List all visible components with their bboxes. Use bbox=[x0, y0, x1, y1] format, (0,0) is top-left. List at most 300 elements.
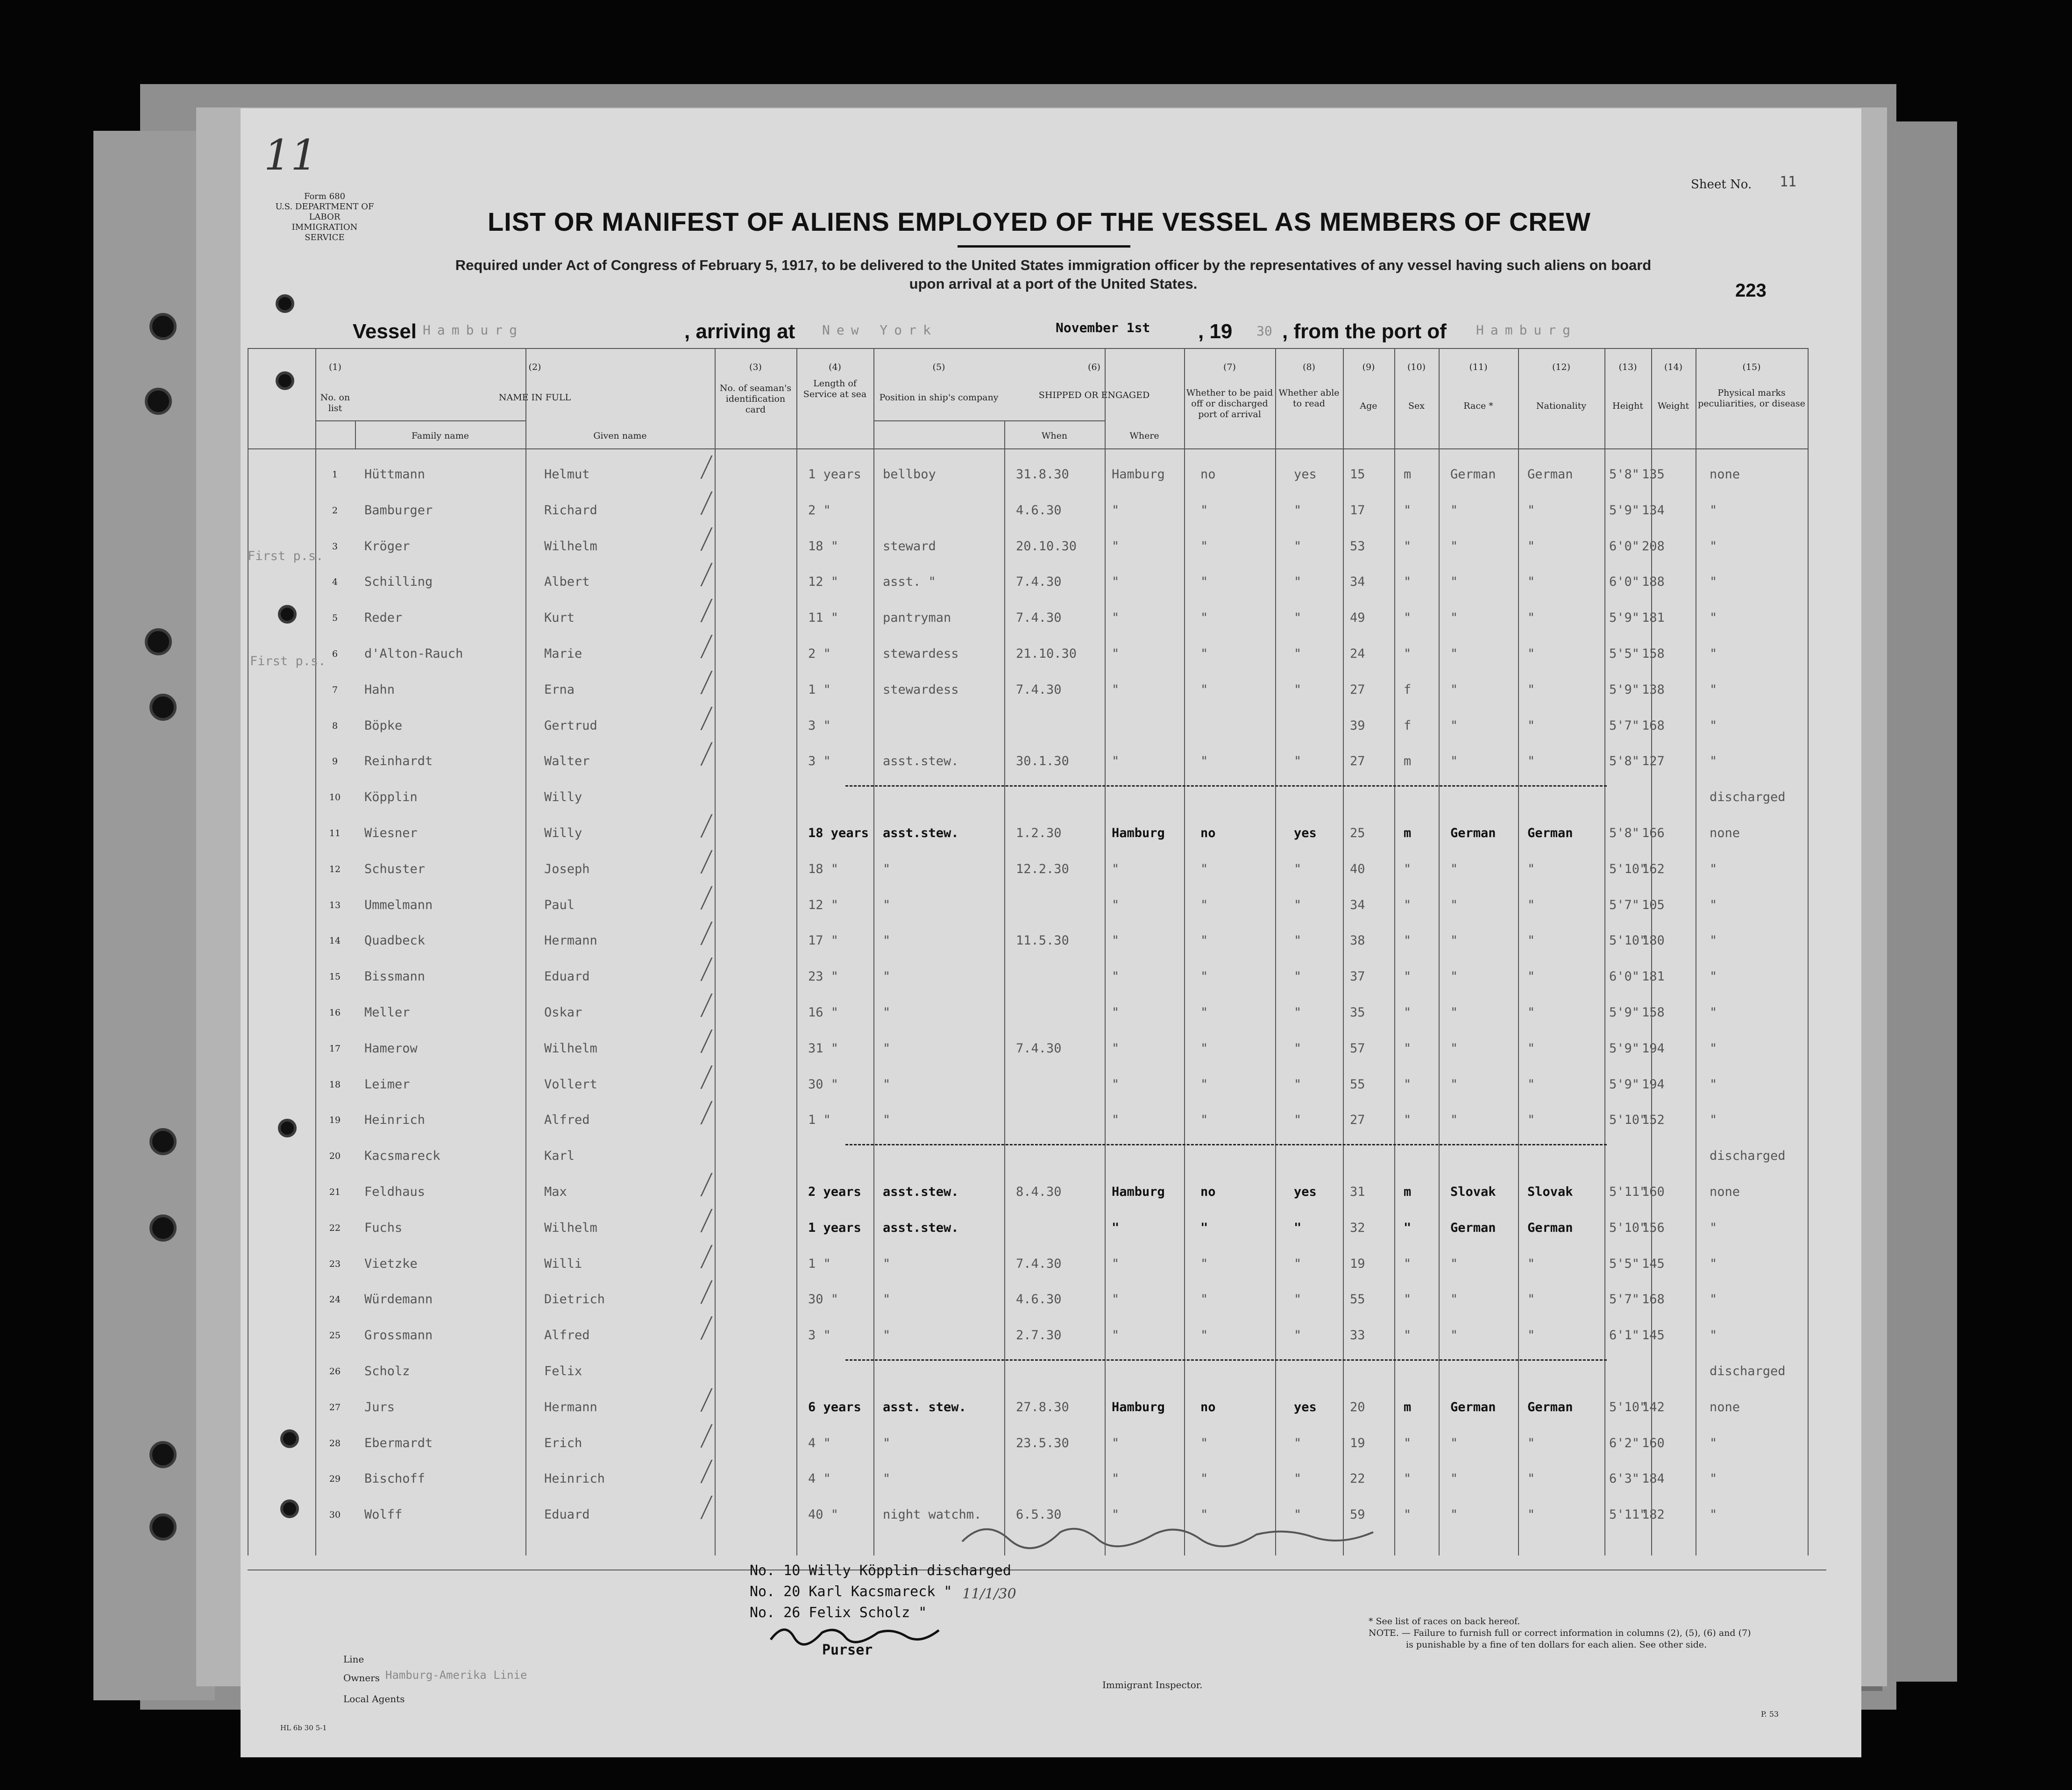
cell-race: " bbox=[1450, 646, 1458, 661]
cell-service: 18 " bbox=[808, 861, 839, 876]
cell-paid: " bbox=[1200, 611, 1208, 625]
binding-hole bbox=[145, 388, 172, 415]
cell-marks: " bbox=[1710, 1005, 1717, 1020]
cell-height: 6'2" bbox=[1609, 1435, 1640, 1450]
cell-given: Richard bbox=[544, 503, 597, 518]
from-label: , from the port of bbox=[1282, 320, 1447, 343]
column-rule bbox=[1394, 348, 1395, 1556]
cell-given: Willy bbox=[544, 826, 582, 840]
cell-sex: m bbox=[1404, 754, 1412, 769]
cell-nat: " bbox=[1527, 503, 1535, 518]
cell-age: 35 bbox=[1350, 1005, 1365, 1020]
cell-paid: " bbox=[1200, 1471, 1208, 1486]
cell-nat: " bbox=[1527, 861, 1535, 876]
id-card-check-mark bbox=[688, 1280, 712, 1304]
col-num-10: (10) bbox=[1407, 362, 1426, 372]
cell-height: 5'10" bbox=[1609, 933, 1647, 948]
cell-age: 32 bbox=[1350, 1220, 1365, 1235]
cell-when: 7.4.30 bbox=[1016, 682, 1062, 697]
cell-marks: " bbox=[1710, 969, 1717, 984]
crew-manifest-table bbox=[248, 348, 1808, 1556]
cell-paid: " bbox=[1200, 1113, 1208, 1128]
col-header-where: Where bbox=[1129, 431, 1159, 441]
row-number: 28 bbox=[329, 1438, 341, 1449]
cell-position: " bbox=[883, 897, 891, 912]
cell-where: " bbox=[1112, 1471, 1120, 1486]
col-header-position: Position in ship's company bbox=[879, 392, 999, 403]
owners-label: Owners bbox=[343, 1672, 380, 1683]
cell-race: German bbox=[1450, 1399, 1496, 1414]
cell-race: " bbox=[1450, 1077, 1458, 1092]
cell-sex: " bbox=[1404, 611, 1412, 625]
id-card-check-mark bbox=[688, 814, 712, 838]
cell-position: pantryman bbox=[883, 611, 951, 625]
cell-nat: " bbox=[1527, 1077, 1535, 1092]
cell-given: Alfred bbox=[544, 1113, 590, 1128]
id-card-check-mark bbox=[688, 886, 712, 909]
cell-where: " bbox=[1112, 646, 1120, 661]
cell-family: Wiesner bbox=[364, 826, 418, 840]
cell-family: Bamburger bbox=[364, 503, 433, 518]
cell-nat: German bbox=[1527, 1399, 1573, 1414]
cell-weight: 194 bbox=[1642, 1041, 1665, 1056]
cell-position: stewardess bbox=[883, 646, 959, 661]
cell-marks: " bbox=[1710, 1435, 1717, 1450]
cell-when: 2.7.30 bbox=[1016, 1328, 1062, 1343]
cell-race: " bbox=[1450, 1113, 1458, 1128]
cell-marks: " bbox=[1710, 1113, 1717, 1128]
cell-family: Reinhardt bbox=[364, 754, 433, 769]
cell-service: 4 " bbox=[808, 1471, 831, 1486]
cell-given: Heinrich bbox=[544, 1471, 605, 1486]
cell-position: " bbox=[883, 1256, 891, 1271]
cell-sex: " bbox=[1404, 503, 1412, 518]
cell-weight: 168 bbox=[1642, 718, 1665, 733]
inspection-date: 11/1/30 bbox=[962, 1586, 1016, 1602]
cell-position: " bbox=[883, 1077, 891, 1092]
cell-service: 12 " bbox=[808, 897, 839, 912]
cell-service: 30 " bbox=[808, 1077, 839, 1092]
column-rule bbox=[1518, 348, 1519, 1556]
cell-marks: " bbox=[1710, 503, 1717, 518]
cell-given: Karl bbox=[544, 1149, 575, 1164]
col-header-read: Whether able to read bbox=[1278, 388, 1340, 409]
column-rule bbox=[315, 348, 316, 1556]
discharged-strike-line bbox=[845, 785, 1607, 787]
col-header-no-on-list: No. on list bbox=[320, 392, 350, 413]
cell-marks: none bbox=[1710, 1185, 1740, 1199]
cell-position: asst. stew. bbox=[883, 1399, 966, 1414]
column-rule bbox=[715, 348, 716, 1556]
cell-height: 5'7" bbox=[1609, 897, 1640, 912]
binding-hole bbox=[149, 313, 177, 340]
cell-service: 30 " bbox=[808, 1292, 839, 1307]
cell-weight: 160 bbox=[1642, 1435, 1665, 1450]
id-card-check-mark bbox=[688, 563, 712, 586]
cell-position: asst.stew. bbox=[883, 754, 959, 769]
id-card-check-mark bbox=[688, 1173, 712, 1196]
cell-sex: " bbox=[1404, 575, 1412, 590]
cell-height: 5'5" bbox=[1609, 1256, 1640, 1271]
row-number: 16 bbox=[329, 1008, 341, 1018]
cell-given: Willi bbox=[544, 1256, 582, 1271]
discharged-strike-line bbox=[845, 1359, 1607, 1361]
cell-read: " bbox=[1294, 1471, 1302, 1486]
cell-paid: " bbox=[1200, 1220, 1208, 1235]
cell-marks: " bbox=[1710, 539, 1717, 554]
id-card-check-mark bbox=[688, 527, 712, 551]
id-card-check-mark bbox=[688, 1209, 712, 1232]
col-num-14: (14) bbox=[1664, 362, 1682, 372]
handwritten-sheet-number: 11 bbox=[264, 131, 318, 180]
column-rule bbox=[1604, 348, 1605, 1556]
cell-height: 5'11" bbox=[1609, 1185, 1647, 1199]
service: IMMIGRATION SERVICE bbox=[291, 222, 358, 242]
cell-weight: 184 bbox=[1642, 1471, 1665, 1486]
shipped-subheader-rule bbox=[873, 420, 1105, 421]
cell-where: " bbox=[1112, 1005, 1120, 1020]
cell-race: German bbox=[1450, 1220, 1496, 1235]
row-number: 6 bbox=[332, 649, 338, 659]
cell-weight: 181 bbox=[1642, 611, 1665, 625]
cell-paid: no bbox=[1200, 1185, 1216, 1199]
id-card-check-mark bbox=[688, 671, 712, 694]
cell-height: 5'9" bbox=[1609, 1005, 1640, 1020]
arriving-port: New York bbox=[822, 322, 937, 338]
cell-read: " bbox=[1294, 1328, 1302, 1343]
cell-marks: " bbox=[1710, 1507, 1717, 1522]
cell-where: " bbox=[1112, 861, 1120, 876]
cell-read: " bbox=[1294, 575, 1302, 590]
column-rule bbox=[1343, 348, 1344, 1556]
id-card-check-mark bbox=[688, 958, 712, 981]
cell-weight: 156 bbox=[1642, 1220, 1665, 1235]
cell-paid: no bbox=[1200, 826, 1216, 840]
cell-nat: Slovak bbox=[1527, 1185, 1573, 1199]
cell-sex: " bbox=[1404, 897, 1412, 912]
cell-height: 6'3" bbox=[1609, 1471, 1640, 1486]
row-number: 29 bbox=[329, 1474, 341, 1485]
cell-sex: " bbox=[1404, 539, 1412, 554]
discharge-note-2: No. 20 Karl Kacsmareck " bbox=[750, 1584, 952, 1600]
cell-weight: 152 bbox=[1642, 1113, 1665, 1128]
cell-given: Kurt bbox=[544, 611, 575, 625]
column-rule bbox=[796, 348, 797, 1556]
cell-weight: 135 bbox=[1642, 467, 1665, 482]
cell-service: 2 " bbox=[808, 646, 831, 661]
cell-marks: " bbox=[1710, 1328, 1717, 1343]
cell-given: Vollert bbox=[544, 1077, 597, 1092]
cell-paid: " bbox=[1200, 503, 1208, 518]
row-number: 4 bbox=[332, 577, 338, 588]
local-agents-label: Local Agents bbox=[343, 1693, 405, 1705]
row-number: 5 bbox=[332, 613, 338, 624]
col-num-15: (15) bbox=[1742, 362, 1761, 372]
cell-given: Erich bbox=[544, 1435, 582, 1450]
row-number: 9 bbox=[332, 756, 338, 767]
required-notice bbox=[341, 256, 1766, 293]
col-num-13: (13) bbox=[1618, 362, 1637, 372]
column-rule bbox=[1105, 348, 1106, 1556]
form-block bbox=[271, 192, 378, 243]
cell-family: Feldhaus bbox=[364, 1185, 426, 1199]
cell-age: 27 bbox=[1350, 682, 1365, 697]
row-number: 1 bbox=[332, 469, 338, 480]
binding-hole bbox=[149, 1215, 177, 1242]
department: U.S. DEPARTMENT OF LABOR bbox=[275, 202, 374, 222]
margin-note-first-class: First p.s. bbox=[248, 549, 324, 563]
cell-when: 21.10.30 bbox=[1016, 646, 1077, 661]
cell-age: 34 bbox=[1350, 897, 1365, 912]
cell-position: " bbox=[883, 861, 891, 876]
cell-nat: German bbox=[1527, 467, 1573, 482]
cell-age: 22 bbox=[1350, 1471, 1365, 1486]
cell-service: 1 years bbox=[808, 1220, 861, 1235]
cell-service: 12 " bbox=[808, 575, 839, 590]
year-suffix: 30 bbox=[1256, 323, 1272, 339]
id-card-check-mark bbox=[688, 635, 712, 658]
cell-read: yes bbox=[1294, 467, 1317, 482]
cell-race: Slovak bbox=[1450, 1185, 1496, 1199]
cell-marks: none bbox=[1710, 1399, 1740, 1414]
cell-marks: " bbox=[1710, 1256, 1717, 1271]
cell-given: Joseph bbox=[544, 861, 590, 876]
col-num-8: (8) bbox=[1303, 362, 1315, 372]
cell-family: Kacsmareck bbox=[364, 1149, 440, 1164]
cell-position: asst.stew. bbox=[883, 1220, 959, 1235]
cell-height: 5'9" bbox=[1609, 1041, 1640, 1056]
cell-height: 5'10" bbox=[1609, 861, 1647, 876]
table-top-rule bbox=[248, 348, 1808, 349]
cell-service: 1 " bbox=[808, 1256, 831, 1271]
cell-paid: " bbox=[1200, 754, 1208, 769]
cell-race: German bbox=[1450, 826, 1496, 840]
cell-service: 1 " bbox=[808, 1113, 831, 1128]
col-num-2: (2) bbox=[528, 362, 541, 372]
cell-nat: " bbox=[1527, 1507, 1535, 1522]
cell-paid: " bbox=[1200, 1435, 1208, 1450]
column-rule bbox=[1275, 348, 1276, 1556]
cell-race: " bbox=[1450, 575, 1458, 590]
col-header-weight: Weight bbox=[1657, 401, 1689, 411]
column-rule bbox=[1439, 348, 1440, 1556]
note-line-1: NOTE. — Failure to furnish full or correct information in columns (2), (5), (6) and (7) bbox=[1369, 1628, 1751, 1638]
cell-position: asst.stew. bbox=[883, 826, 959, 840]
cell-age: 19 bbox=[1350, 1256, 1365, 1271]
cell-where: Hamburg bbox=[1112, 1185, 1165, 1199]
cell-given: Willy bbox=[544, 790, 582, 805]
cell-nat: German bbox=[1527, 826, 1573, 840]
cell-where: " bbox=[1112, 1507, 1120, 1522]
cell-race: German bbox=[1450, 467, 1496, 482]
cell-sex: " bbox=[1404, 1077, 1412, 1092]
discharge-note-1: No. 10 Willy Köpplin discharged bbox=[750, 1563, 1011, 1579]
cell-nat: " bbox=[1527, 754, 1535, 769]
cell-age: 38 bbox=[1350, 933, 1365, 948]
cell-sex: m bbox=[1404, 1185, 1412, 1199]
cell-read: " bbox=[1294, 1113, 1302, 1128]
row-number: 19 bbox=[329, 1115, 341, 1126]
cell-paid: " bbox=[1200, 1256, 1208, 1271]
cell-height: 5'9" bbox=[1609, 682, 1640, 697]
col-num-1: (1) bbox=[329, 362, 341, 372]
column-rule bbox=[1651, 348, 1652, 1556]
cell-paid: " bbox=[1200, 646, 1208, 661]
cell-race: " bbox=[1450, 682, 1458, 697]
cell-nat: " bbox=[1527, 539, 1535, 554]
row-number: 15 bbox=[329, 972, 341, 982]
cell-position: " bbox=[883, 1292, 891, 1307]
cell-marks: " bbox=[1710, 718, 1717, 733]
cell-service: 2 " bbox=[808, 503, 831, 518]
cell-height: 5'7" bbox=[1609, 718, 1640, 733]
margin-note-first-class: First p.s. bbox=[250, 654, 326, 668]
cell-age: 37 bbox=[1350, 969, 1365, 984]
cell-when: 6.5.30 bbox=[1016, 1507, 1062, 1522]
binding-hole bbox=[149, 1513, 177, 1541]
cell-when: 30.1.30 bbox=[1016, 754, 1069, 769]
cell-race: " bbox=[1450, 539, 1458, 554]
cell-paid: " bbox=[1200, 575, 1208, 590]
cell-marks: " bbox=[1710, 646, 1717, 661]
cell-paid: " bbox=[1200, 682, 1208, 697]
cell-where: " bbox=[1112, 1041, 1120, 1056]
id-card-check-mark bbox=[688, 1460, 712, 1483]
row-number: 24 bbox=[329, 1294, 341, 1305]
line-label: Line bbox=[343, 1654, 364, 1665]
vessel-name: Hamburg bbox=[423, 322, 524, 338]
cell-service: 40 " bbox=[808, 1507, 839, 1522]
cell-height: 5'9" bbox=[1609, 1077, 1640, 1092]
cell-nat: " bbox=[1527, 1328, 1535, 1343]
cell-sex: " bbox=[1404, 1113, 1412, 1128]
cell-when: 20.10.30 bbox=[1016, 539, 1077, 554]
cell-height: 5'9" bbox=[1609, 503, 1640, 518]
cell-height: 5'9" bbox=[1609, 611, 1640, 625]
cell-family: Würdemann bbox=[364, 1292, 433, 1307]
column-rule bbox=[525, 348, 526, 1556]
cell-sex: " bbox=[1404, 1005, 1412, 1020]
cell-read: " bbox=[1294, 1077, 1302, 1092]
cell-family: Leimer bbox=[364, 1077, 410, 1092]
cell-given: Paul bbox=[544, 897, 575, 912]
cell-given: Hermann bbox=[544, 1399, 597, 1414]
cell-weight: 142 bbox=[1642, 1399, 1665, 1414]
cell-where: " bbox=[1112, 611, 1120, 625]
cell-weight: 127 bbox=[1642, 754, 1665, 769]
cell-where: " bbox=[1112, 1113, 1120, 1128]
col-num-11: (11) bbox=[1469, 362, 1488, 372]
cell-age: 27 bbox=[1350, 754, 1365, 769]
cell-read: " bbox=[1294, 611, 1302, 625]
cell-marks: " bbox=[1710, 897, 1717, 912]
title-rule bbox=[958, 245, 1130, 248]
row-number: 25 bbox=[329, 1330, 341, 1341]
cell-given: Albert bbox=[544, 575, 590, 590]
cell-weight: 181 bbox=[1642, 969, 1665, 984]
cell-given: Alfred bbox=[544, 1328, 590, 1343]
row-number: 21 bbox=[329, 1187, 341, 1197]
id-card-check-mark bbox=[688, 994, 712, 1017]
cell-family: Scholz bbox=[364, 1364, 410, 1378]
cell-read: yes bbox=[1294, 1185, 1317, 1199]
cell-family: Meller bbox=[364, 1005, 410, 1020]
cell-service: 18 " bbox=[808, 539, 839, 554]
cell-service: 16 " bbox=[808, 1005, 839, 1020]
cell-sex: " bbox=[1404, 969, 1412, 984]
cell-given: Walter bbox=[544, 754, 590, 769]
cell-nat: " bbox=[1527, 897, 1535, 912]
cell-where: " bbox=[1112, 1435, 1120, 1450]
row-number: 7 bbox=[332, 684, 338, 695]
cell-race: " bbox=[1450, 969, 1458, 984]
cell-given: Dietrich bbox=[544, 1292, 605, 1307]
cell-service: 23 " bbox=[808, 969, 839, 984]
cell-nat: " bbox=[1527, 575, 1535, 590]
cell-age: 20 bbox=[1350, 1399, 1365, 1414]
cell-age: 49 bbox=[1350, 611, 1365, 625]
cell-sex: " bbox=[1404, 1220, 1412, 1235]
cell-read: " bbox=[1294, 682, 1302, 697]
column-rule bbox=[1184, 348, 1185, 1556]
id-card-check-mark bbox=[688, 1065, 712, 1089]
cell-height: 5'8" bbox=[1609, 826, 1640, 840]
cell-paid: " bbox=[1200, 1005, 1208, 1020]
cell-family: Hamerow bbox=[364, 1041, 418, 1056]
cell-marks: " bbox=[1710, 575, 1717, 590]
cell-race: " bbox=[1450, 754, 1458, 769]
cell-family: Jurs bbox=[364, 1399, 395, 1414]
cell-race: " bbox=[1450, 1292, 1458, 1307]
cell-where: Hamburg bbox=[1112, 1399, 1165, 1414]
cell-sex: " bbox=[1404, 1328, 1412, 1343]
row-number: 26 bbox=[329, 1366, 341, 1377]
cell-race: " bbox=[1450, 933, 1458, 948]
cell-position: night watchm. bbox=[883, 1507, 982, 1522]
cell-service: 2 years bbox=[808, 1185, 861, 1199]
cell-when: 12.2.30 bbox=[1016, 861, 1069, 876]
cell-marks: discharged bbox=[1710, 790, 1786, 805]
cell-race: " bbox=[1450, 1041, 1458, 1056]
vessel-label: Vessel bbox=[353, 320, 417, 343]
name-subheader-rule bbox=[315, 420, 525, 421]
cell-age: 33 bbox=[1350, 1328, 1365, 1343]
col-num-7: (7) bbox=[1223, 362, 1236, 372]
row-number: 3 bbox=[332, 541, 338, 552]
id-card-check-mark bbox=[688, 1424, 712, 1448]
cell-marks: none bbox=[1710, 467, 1740, 482]
id-card-check-mark bbox=[688, 599, 712, 622]
binding-hole bbox=[149, 694, 177, 721]
cell-age: 27 bbox=[1350, 1113, 1365, 1128]
cell-when: 7.4.30 bbox=[1016, 1041, 1062, 1056]
col-num-6: (6) bbox=[1088, 362, 1100, 372]
cell-nat: " bbox=[1527, 1256, 1535, 1271]
cell-age: 25 bbox=[1350, 826, 1365, 840]
cell-family: Wolff bbox=[364, 1507, 403, 1522]
cell-sex: " bbox=[1404, 1256, 1412, 1271]
cell-family: Fuchs bbox=[364, 1220, 403, 1235]
cell-marks: " bbox=[1710, 682, 1717, 697]
cell-when: 4.6.30 bbox=[1016, 1292, 1062, 1307]
col-header-age: Age bbox=[1360, 401, 1377, 411]
cell-marks: " bbox=[1710, 1041, 1717, 1056]
cell-weight: 145 bbox=[1642, 1256, 1665, 1271]
cell-position: " bbox=[883, 969, 891, 984]
cell-weight: 162 bbox=[1642, 861, 1665, 876]
id-card-check-mark bbox=[688, 742, 712, 766]
cell-family: Grossmann bbox=[364, 1328, 433, 1343]
